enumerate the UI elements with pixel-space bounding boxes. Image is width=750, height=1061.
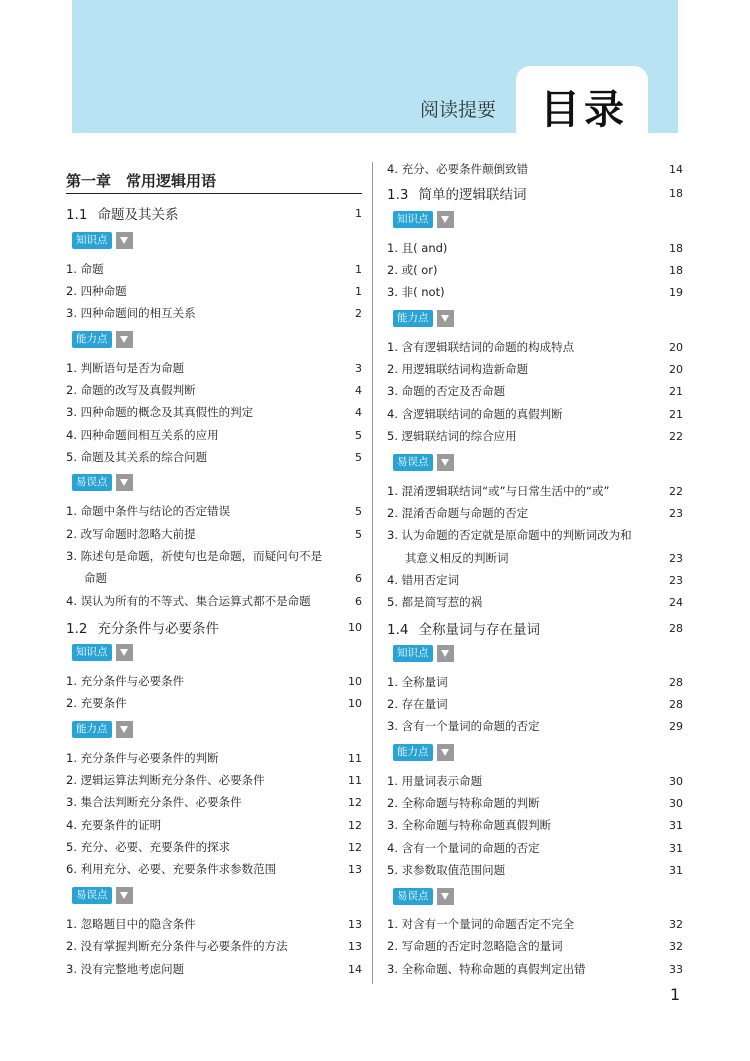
entry-title: 4. 错用否定词 (387, 573, 460, 587)
tag-label: 易误点 (393, 454, 433, 471)
section-title: 充分条件与必要条件 (97, 621, 219, 637)
toc-entry[interactable] (387, 674, 683, 690)
triangle-down-icon (437, 454, 454, 471)
category-tag (72, 887, 133, 904)
category-tag (393, 645, 454, 662)
triangle-down-icon (116, 331, 133, 348)
page-ref: 21 (669, 407, 683, 421)
toc-entry[interactable] (387, 572, 683, 588)
category-tag (393, 454, 454, 471)
triangle-down-icon (437, 645, 454, 662)
toc-entry[interactable] (387, 773, 683, 789)
entry-title: 4. 充要条件的证明 (66, 818, 162, 832)
entry-title: 1. 命题中条件与结论的否定错误 (66, 504, 231, 518)
chapter-heading[interactable] (66, 170, 362, 191)
triangle-down-icon (116, 721, 133, 738)
toc-entry[interactable] (387, 161, 683, 177)
chapter-underline (66, 193, 362, 194)
entry-title: 3. 集合法判断充分条件、必要条件 (66, 795, 242, 809)
toc-entry[interactable] (66, 305, 362, 321)
entry-title: 6. 利用充分、必要、充要条件求参数范围 (66, 862, 277, 876)
section-number: 1.3 (387, 187, 409, 203)
category-tag (72, 474, 133, 491)
category-tag (393, 211, 454, 228)
page-ref: 29 (669, 719, 683, 733)
section-number: 1.2 (66, 621, 88, 637)
page-ref: 6 (355, 594, 362, 608)
tag-label: 知识点 (393, 211, 433, 228)
entry-title: 2. 没有掌握判断充分条件与必要条件的方法 (66, 939, 288, 953)
page-ref: 5 (355, 504, 362, 518)
entry-title: 2. 改写命题时忽略大前提 (66, 527, 196, 541)
page-ref: 32 (669, 939, 683, 953)
entry-title: 3. 陈述句是命题，祈使句也是命题，而疑问句不是 (66, 549, 323, 563)
toc-entry[interactable] (66, 817, 362, 833)
header-subtitle: 阅读提要 (420, 99, 497, 121)
toc-entry[interactable] (387, 718, 683, 734)
toc-entry[interactable] (387, 961, 683, 977)
triangle-down-icon (437, 744, 454, 761)
section-title: 简单的逻辑联结词 (418, 187, 527, 203)
tag-label: 能力点 (393, 310, 433, 327)
page-ref: 10 (348, 696, 362, 710)
entry-title: 1. 充分条件与必要条件的判断 (66, 751, 219, 765)
toc-entry[interactable] (387, 840, 683, 856)
entry-title: 2. 逻辑运算法判断充分条件、必要条件 (66, 773, 265, 787)
toc-entry[interactable] (66, 503, 362, 519)
page-ref: 4 (355, 405, 362, 419)
page-ref: 4 (355, 383, 362, 397)
page-ref: 12 (348, 795, 362, 809)
toc-section[interactable] (387, 618, 683, 638)
toc-entry[interactable] (66, 593, 362, 609)
page-ref: 1 (355, 284, 362, 298)
entry-title: 1. 忽略题目中的隐含条件 (66, 917, 196, 931)
entry-title: 1. 对含有一个量词的命题否定不完全 (387, 917, 575, 931)
page-ref: 30 (669, 796, 683, 810)
entry-title: 1. 含有逻辑联结词的命题的构成特点 (387, 340, 575, 354)
toc-entry[interactable] (66, 938, 362, 954)
section-title: 命题及其关系 (97, 207, 179, 223)
column-divider (372, 162, 373, 984)
toc-entry[interactable] (387, 696, 683, 712)
page-ref: 31 (669, 841, 683, 855)
page-ref: 23 (669, 506, 683, 520)
entry-title: 3. 非( not) (387, 285, 445, 299)
entry-title: 3. 四种命题间的相互关系 (66, 306, 196, 320)
toc-entry[interactable] (387, 428, 683, 444)
toc-entry[interactable] (66, 916, 362, 932)
toc-entry-continuation[interactable] (66, 570, 362, 586)
page-ref: 20 (669, 340, 683, 354)
toc-entry[interactable] (387, 594, 683, 610)
page-ref: 20 (669, 362, 683, 376)
entry-title: 2. 用逻辑联结词构造新命题 (387, 362, 529, 376)
triangle-down-icon (437, 310, 454, 327)
page-ref: 28 (669, 621, 683, 635)
page-ref: 14 (669, 162, 683, 176)
tag-label: 易误点 (393, 888, 433, 905)
entry-title: 1. 命题 (66, 262, 104, 276)
page-ref: 3 (355, 361, 362, 375)
entry-title: 5. 逻辑联结词的综合应用 (387, 429, 517, 443)
page-ref: 22 (669, 484, 683, 498)
page-ref: 18 (669, 263, 683, 277)
toc-entry[interactable] (387, 795, 683, 811)
toc-entry[interactable] (66, 404, 362, 420)
entry-title: 2. 存在量词 (387, 697, 448, 711)
page-ref: 6 (355, 571, 362, 585)
entry-title: 3. 四种命题的概念及其真假性的判定 (66, 405, 254, 419)
page-ref: 11 (348, 773, 362, 787)
page-ref: 12 (348, 840, 362, 854)
page-ref: 12 (348, 818, 362, 832)
toc-entry[interactable] (66, 283, 362, 299)
category-tag (72, 644, 133, 661)
toc-entry[interactable] (66, 861, 362, 877)
toc-entry[interactable] (66, 794, 362, 810)
tag-label: 易误点 (72, 887, 112, 904)
entry-title: 其意义相反的判断词 (405, 551, 509, 565)
entry-title: 2. 命题的改写及真假判断 (66, 383, 196, 397)
toc-entry[interactable] (387, 383, 683, 399)
page-number: 1 (670, 985, 681, 1004)
toc-entry[interactable] (387, 240, 683, 256)
entry-title: 4. 四种命题间相互关系的应用 (66, 428, 219, 442)
toc-entry[interactable] (66, 673, 362, 689)
page-ref: 1 (355, 262, 362, 276)
tag-label: 能力点 (393, 744, 433, 761)
page-ref: 32 (669, 917, 683, 931)
toc-entry[interactable] (66, 449, 362, 465)
toc-entry[interactable] (66, 548, 362, 564)
tag-label: 知识点 (72, 232, 112, 249)
page-title: 目录 (540, 87, 628, 133)
page-ref: 24 (669, 595, 683, 609)
page-ref: 23 (669, 573, 683, 587)
toc-section[interactable] (387, 183, 683, 203)
tag-label: 知识点 (393, 645, 433, 662)
entry-title: 5. 充分、必要、充要条件的探求 (66, 840, 231, 854)
page-ref: 2 (355, 306, 362, 320)
page-ref: 13 (348, 862, 362, 876)
entry-title: 4. 含逻辑联结词的命题的真假判断 (387, 407, 563, 421)
toc-entry[interactable] (387, 406, 683, 422)
page-ref: 18 (669, 186, 683, 200)
toc-entry[interactable] (387, 505, 683, 521)
page-ref: 31 (669, 863, 683, 877)
triangle-down-icon (116, 232, 133, 249)
page-ref: 28 (669, 675, 683, 689)
page-ref: 11 (348, 751, 362, 765)
entry-title: 3. 全称命题、特称命题的真假判定出错 (387, 962, 586, 976)
toc-entry[interactable] (387, 284, 683, 300)
page-ref: 18 (669, 241, 683, 255)
toc-entry[interactable] (387, 817, 683, 833)
entry-title: 4. 误认为所有的不等式、集合运算式都不是命题 (66, 594, 311, 608)
entry-title: 2. 全称命题与特称命题的判断 (387, 796, 540, 810)
entry-title: 2. 充要条件 (66, 696, 127, 710)
triangle-down-icon (116, 644, 133, 661)
entry-title: 3. 没有完整地考虑问题 (66, 962, 185, 976)
entry-title: 1. 判断语句是否为命题 (66, 361, 185, 375)
toc-section[interactable] (66, 617, 362, 637)
section-number: 1.4 (387, 622, 409, 638)
section-number: 1.1 (66, 207, 88, 223)
entry-title: 3. 全称命题与特称命题真假判断 (387, 818, 552, 832)
toc-entry[interactable] (66, 261, 362, 277)
page-ref: 13 (348, 939, 362, 953)
page-ref: 10 (348, 674, 362, 688)
category-tag (72, 232, 133, 249)
toc-entry[interactable] (66, 772, 362, 788)
page-ref: 31 (669, 818, 683, 832)
entry-title: 3. 认为命题的否定就是原命题中的判断词改为和 (387, 528, 632, 542)
entry-title: 2. 写命题的否定时忽略隐含的量词 (387, 939, 563, 953)
toc-entry[interactable] (66, 961, 362, 977)
section-title: 全称量词与存在量词 (418, 622, 540, 638)
toc-entry-continuation[interactable] (387, 550, 683, 566)
toc-entry[interactable] (66, 695, 362, 711)
toc-section[interactable] (66, 203, 362, 223)
toc-entry[interactable] (387, 527, 683, 543)
triangle-down-icon (437, 888, 454, 905)
toc-entry[interactable] (387, 339, 683, 355)
page-ref: 33 (669, 962, 683, 976)
entry-title: 1. 且( and) (387, 241, 448, 255)
page-ref: 5 (355, 450, 362, 464)
toc-entry[interactable] (387, 938, 683, 954)
page-ref: 28 (669, 697, 683, 711)
entry-title: 2. 或( or) (387, 263, 438, 277)
tag-label: 知识点 (72, 644, 112, 661)
tag-label: 能力点 (72, 331, 112, 348)
triangle-down-icon (116, 474, 133, 491)
entry-title: 1. 全称量词 (387, 675, 448, 689)
category-tag (393, 744, 454, 761)
toc-entry[interactable] (387, 916, 683, 932)
entry-title: 5. 求参数取值范围问题 (387, 863, 506, 877)
entry-title: 1. 用量词表示命题 (387, 774, 483, 788)
entry-title: 5. 命题及其关系的综合问题 (66, 450, 208, 464)
entry-title: 2. 混淆否命题与命题的否定 (387, 506, 529, 520)
entry-title: 4. 充分、必要条件颠倒致错 (387, 162, 529, 176)
toc-entry[interactable] (387, 483, 683, 499)
tag-label: 易误点 (72, 474, 112, 491)
entry-title: 命题 (84, 571, 107, 585)
triangle-down-icon (116, 887, 133, 904)
category-tag (393, 888, 454, 905)
page-ref: 22 (669, 429, 683, 443)
tag-label: 能力点 (72, 721, 112, 738)
page-ref: 1 (355, 206, 362, 220)
entry-title: 1. 混淆逻辑联结词“或”与日常生活中的“或” (387, 484, 610, 498)
toc-entry[interactable] (387, 262, 683, 278)
toc-entry[interactable] (66, 839, 362, 855)
entry-title: 1. 充分条件与必要条件 (66, 674, 185, 688)
triangle-down-icon (437, 211, 454, 228)
toc-entry[interactable] (66, 526, 362, 542)
page-ref: 14 (348, 962, 362, 976)
page-ref: 5 (355, 527, 362, 541)
toc-entry[interactable] (387, 361, 683, 377)
page-ref: 23 (669, 551, 683, 565)
entry-title: 5. 都是简写惹的祸 (387, 595, 483, 609)
toc-entry[interactable] (66, 382, 362, 398)
page-ref: 30 (669, 774, 683, 788)
page-ref: 21 (669, 384, 683, 398)
entry-title: 3. 含有一个量词的命题的否定 (387, 719, 540, 733)
toc-entry[interactable] (66, 427, 362, 443)
page-ref: 10 (348, 620, 362, 634)
category-tag (72, 721, 133, 738)
chapter-title: 第一章 常用逻辑用语 (66, 172, 217, 190)
category-tag (72, 331, 133, 348)
toc-entry[interactable] (66, 750, 362, 766)
toc-entry[interactable] (66, 360, 362, 376)
page-ref: 5 (355, 428, 362, 442)
category-tag (393, 310, 454, 327)
entry-title: 3. 命题的否定及否命题 (387, 384, 506, 398)
toc-entry[interactable] (387, 862, 683, 878)
page-ref: 13 (348, 917, 362, 931)
entry-title: 4. 含有一个量词的命题的否定 (387, 841, 540, 855)
entry-title: 2. 四种命题 (66, 284, 127, 298)
page-ref: 19 (669, 285, 683, 299)
